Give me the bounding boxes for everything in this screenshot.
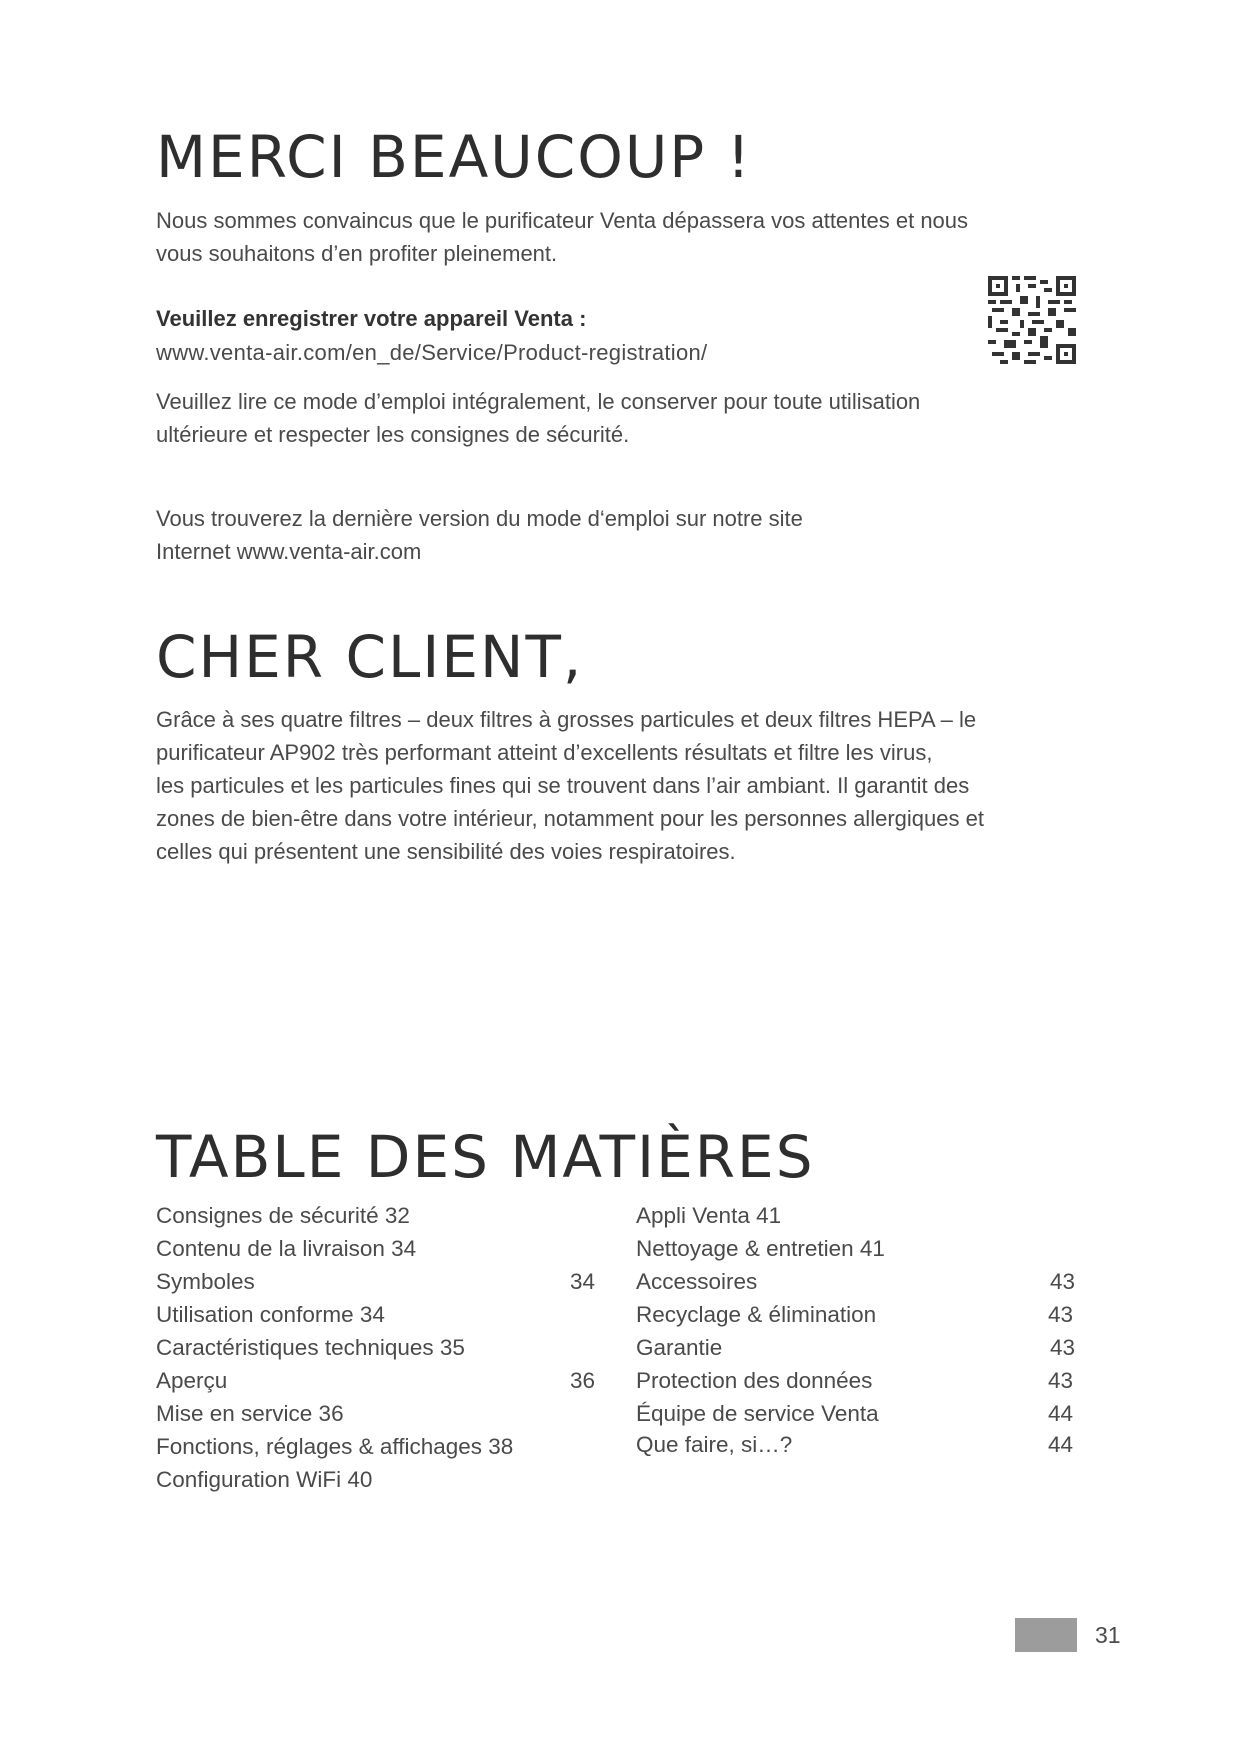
toc-item[interactable]: Caractéristiques techniques 35 <box>156 1335 465 1360</box>
toc-item[interactable]: Aperçu <box>156 1368 228 1393</box>
toc-page-number: 44 <box>1048 1401 1074 1426</box>
toc-item[interactable]: Contenu de la livraison 34 <box>156 1236 417 1261</box>
read-line-1: Veuillez lire ce mode d’emploi intégralement, le conserver pour toute utilisation <box>156 389 921 414</box>
toc-item[interactable]: Appli Venta 41 <box>636 1203 782 1228</box>
toc-item[interactable]: Recyclage & élimination <box>636 1302 877 1327</box>
toc-page-number: 43 <box>1050 1269 1076 1294</box>
client-line-1: Grâce à ses quatre filtres – deux filtres à grosses particules et deux filtres HEPA – le <box>156 707 977 732</box>
toc-item[interactable]: Nettoyage & entretien 41 <box>636 1236 885 1261</box>
toc-item[interactable]: Consignes de sécurité 32 <box>156 1203 410 1228</box>
toc-item[interactable]: Équipe de service Venta <box>636 1401 879 1426</box>
intro-line-2: vous souhaitons d’en profiter pleinement. <box>156 241 558 266</box>
toc-page-number: 34 <box>570 1269 596 1294</box>
toc-item[interactable]: Que faire, si…? <box>636 1432 793 1457</box>
client-line-2: purificateur AP902 très performant atteint d’excellents résultats et filtre les virus, <box>156 740 933 765</box>
toc-item[interactable]: Mise en service 36 <box>156 1401 344 1426</box>
toc-item[interactable]: Garantie <box>636 1335 723 1360</box>
intro-paragraph <box>156 204 968 270</box>
qr-code-icon <box>988 276 1076 364</box>
read-paragraph <box>156 385 920 451</box>
toc-item[interactable]: Symboles <box>156 1269 255 1294</box>
version-paragraph <box>156 502 803 568</box>
client-line-5: celles qui présentent une sensibilité des voies respiratoires. <box>156 839 736 864</box>
register-url-link[interactable]: www.venta-air.com/en_de/Service/Product-registration/ <box>156 340 708 365</box>
read-line-2: ultérieure et respecter les consignes de sécurité. <box>156 422 630 447</box>
toc-item[interactable]: Protection des données <box>636 1368 873 1393</box>
toc-item[interactable]: Accessoires <box>636 1269 758 1294</box>
cher-client-title: CHER CLIENT, <box>156 623 584 691</box>
client-paragraph <box>156 703 984 868</box>
version-line-1: Vous trouverez la dernière version du mode d‘emploi sur notre site <box>156 506 803 531</box>
version-line-2: Internet www.venta-air.com <box>156 539 422 564</box>
toc-page-number: 43 <box>1048 1368 1074 1393</box>
client-line-3: les particules et les particules fines qui se trouvent dans l’air ambiant. Il garantit des <box>156 773 970 798</box>
page-number: 31 <box>1095 1622 1121 1648</box>
toc-page-number: 36 <box>570 1368 596 1393</box>
toc-page-number: 44 <box>1048 1432 1074 1457</box>
merci-title: MERCI BEAUCOUP ! <box>156 123 752 191</box>
register-label: Veuillez enregistrer votre appareil Venta : <box>156 306 587 331</box>
toc-item[interactable]: Utilisation conforme 34 <box>156 1302 385 1327</box>
toc-title: TABLE DES MATIÈRES <box>156 1123 815 1191</box>
toc-item[interactable]: Configuration WiFi 40 <box>156 1467 373 1492</box>
intro-line-1: Nous sommes convaincus que le purificateur Venta dépassera vos attentes et nous <box>156 208 969 233</box>
toc-item[interactable]: Fonctions, réglages & affichages 38 <box>156 1434 514 1459</box>
toc-page-number: 43 <box>1050 1335 1076 1360</box>
page-tab-marker <box>1015 1618 1077 1652</box>
client-line-4: zones de bien-être dans votre intérieur, notamment pour les personnes allergiques et <box>156 806 984 831</box>
toc-page-number: 43 <box>1048 1302 1074 1327</box>
